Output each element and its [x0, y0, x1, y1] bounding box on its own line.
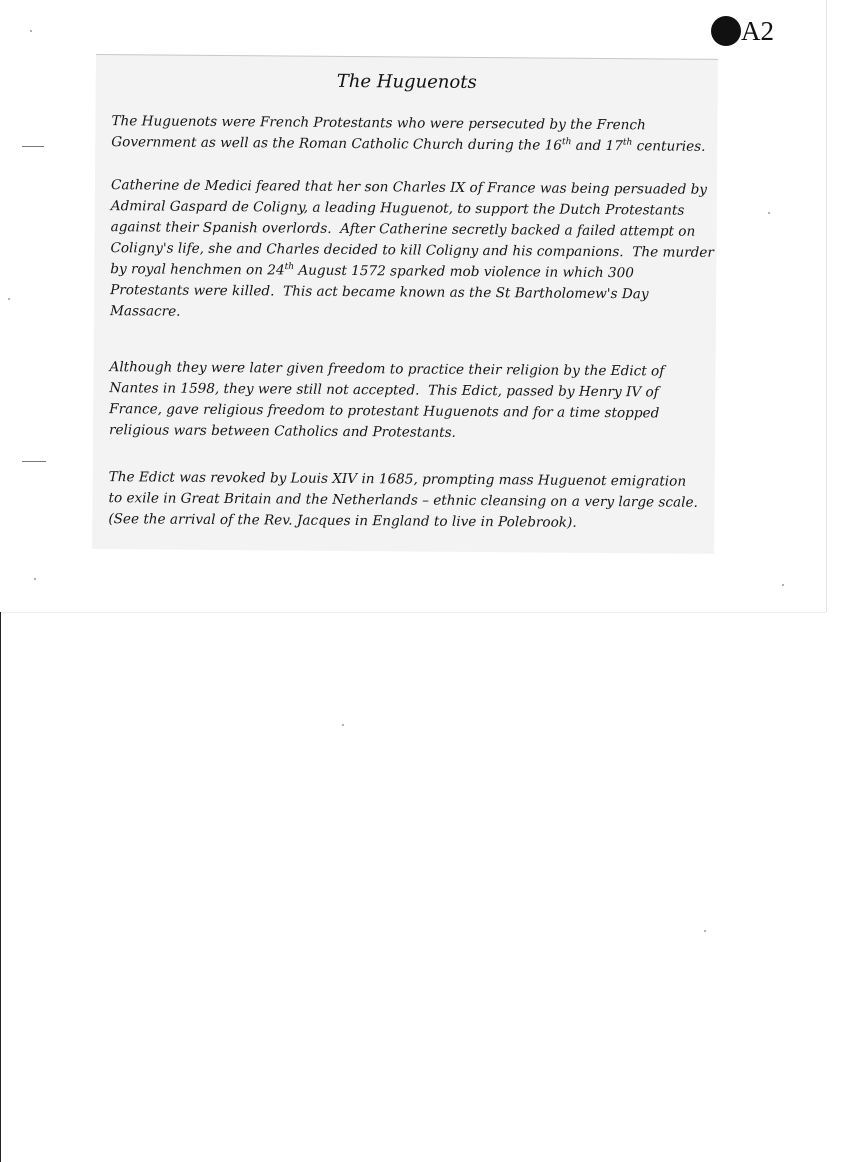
paragraph-line: France, gave religious freedom to protestant Huguenots and for a time stopped	[109, 401, 660, 422]
paragraph-line: Coligny's life, she and Charles decided to kill Coligny and his companions. The murder	[110, 240, 714, 261]
scan-speck	[8, 298, 10, 300]
paragraph-3	[109, 357, 664, 445]
scan-edge-right	[826, 0, 827, 612]
paragraph-line: Catherine de Medici feared that her son Charles IX of France was being persuaded by	[110, 177, 708, 198]
paragraph-4	[108, 467, 698, 535]
scan-speck	[30, 30, 32, 32]
paragraph-line: The Edict was revoked by Louis XIV in 1685, prompting mass Huguenot emigration	[108, 469, 687, 490]
paragraph-line: Nantes in 1598, they were still not accepted. This Edict, passed by Henry IV of	[109, 380, 659, 401]
paragraph-line: against their Spanish overlords. After Catherine secretly backed a failed attempt on	[110, 219, 696, 240]
scan-speck	[34, 578, 36, 580]
paragraph-line: Admiral Gaspard de Coligny, a leading Huguenot, to support the Dutch Protestants	[110, 198, 685, 219]
paragraph-line: (See the arrival of the Rev. Jacques in England to live in Polebrook).	[108, 511, 577, 531]
paragraph-1	[111, 111, 705, 158]
scan-speck	[342, 724, 344, 726]
document-title: The Huguenots	[336, 70, 477, 93]
punch-mark-upper	[22, 146, 44, 147]
paragraph-line: to exile in Great Britain and the Netherlands – ethnic cleansing on a very large scale.	[108, 490, 698, 511]
paragraph-line: Massacre.	[109, 303, 181, 320]
page-label: A2	[741, 16, 774, 46]
scan-speck	[782, 584, 784, 586]
paragraph-line: Although they were later given freedom to practice their religion by the Edict of	[109, 359, 665, 380]
paragraph-line: Protestants were killed. This act became known as the St Bartholomew's Day	[110, 282, 649, 303]
scan-edge-left	[0, 612, 1, 1162]
bullet-dot-marker	[711, 16, 741, 46]
paragraph-2	[110, 175, 715, 327]
paragraph-line: religious wars between Catholics and Protestants.	[108, 422, 456, 441]
scan-edge-bottom	[0, 612, 826, 613]
scan-speck	[768, 212, 770, 214]
scan-speck	[704, 930, 706, 932]
text-panel	[92, 54, 718, 554]
punch-mark-lower	[22, 461, 46, 462]
paragraph-line: Government as well as the Roman Catholic Church during the 16th and 17th centuries.	[111, 134, 706, 155]
paragraph-line: The Huguenots were French Protestants who were persecuted by the French	[111, 113, 646, 134]
paragraph-line: by royal henchmen on 24th August 1572 sparked mob violence in which 300	[110, 261, 634, 282]
